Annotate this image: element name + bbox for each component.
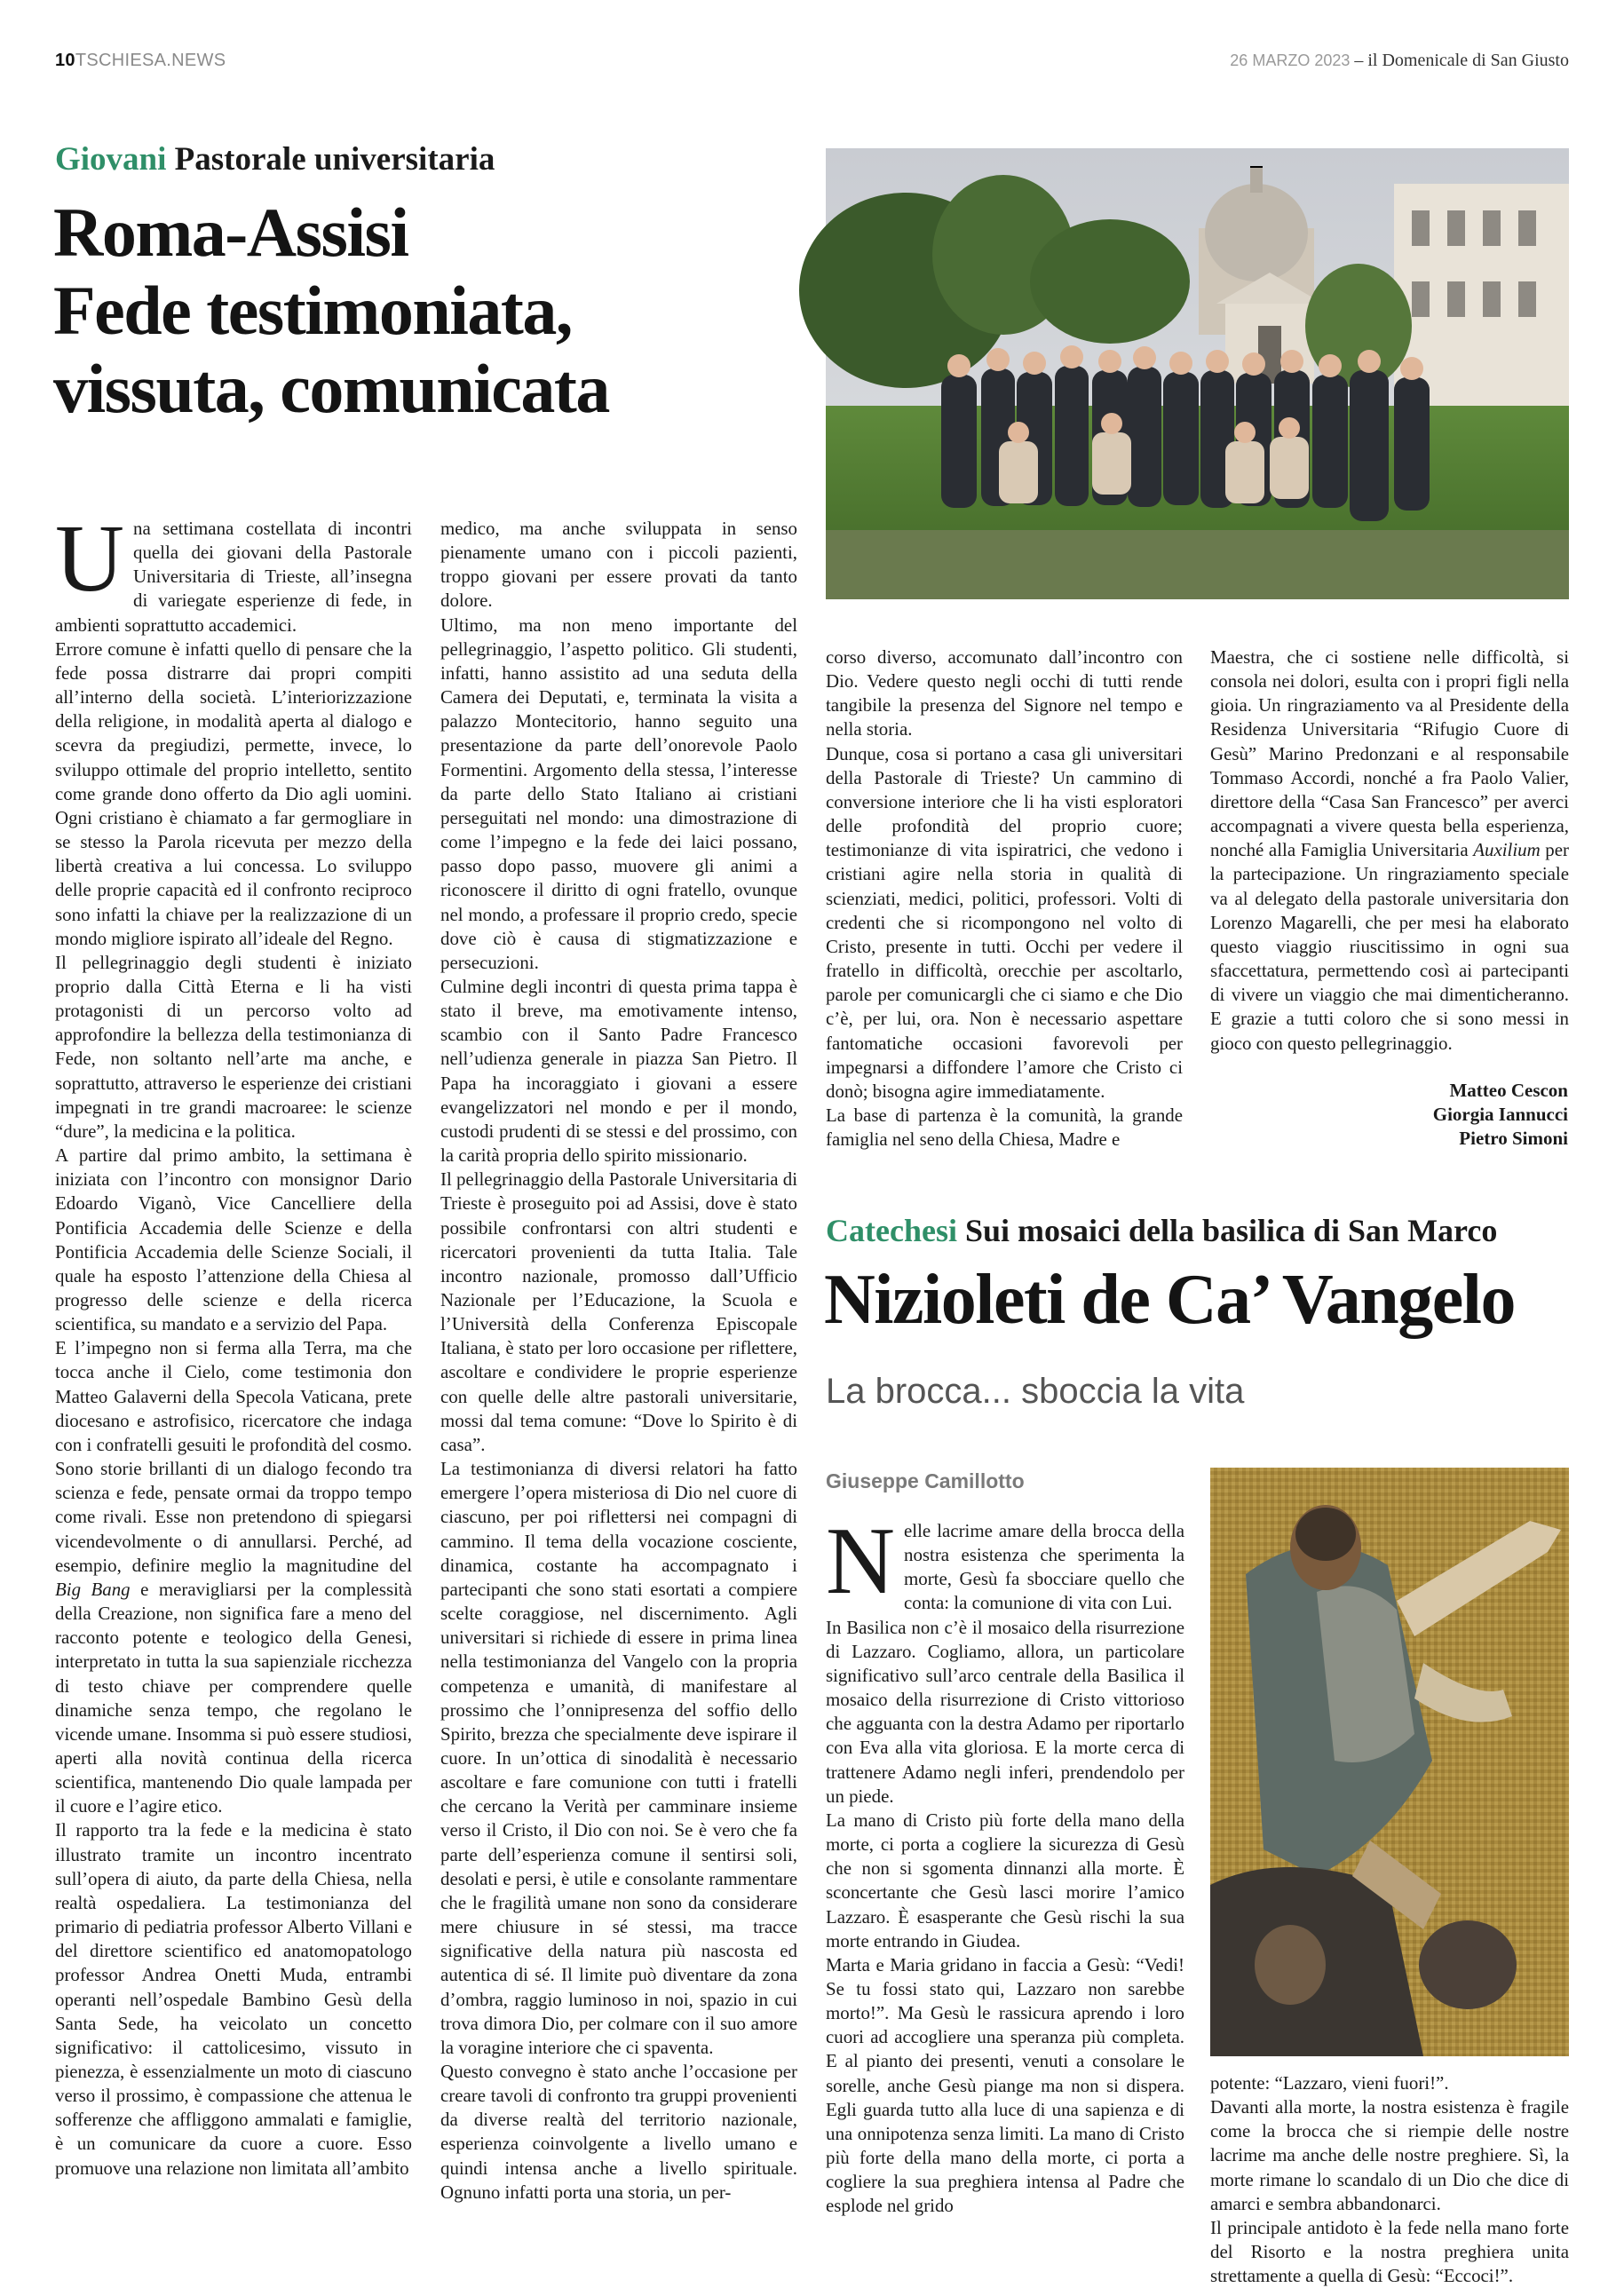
- mosaic-resurrection-of-lazarus: [1210, 1468, 1569, 2056]
- drop-cap: N: [826, 1508, 895, 1614]
- headline-line: Roma-Assisi: [53, 194, 408, 271]
- header-separator: –: [1354, 51, 1364, 70]
- paragraph: In Basilica non c’è il mosaico della risurrezione di Lazzaro. Cogliamo, allora, un particolare significativo sull’arco centrale della Basilica il mosaico della risurrezione di Cristo vittorioso che agguanta con la destra Adamo per riportarlo con Eva alla vita gloriosa. E la morte cerca di trattenere Adamo negli inferi, prendendolo per un piede.: [826, 1616, 1184, 1807]
- paragraph: Errore comune è infatti quello di pensare che la fede possa distrarre dai propri compiti all’interno della società. L’interiorizzazione della religione, in modalità aperta al dialogo e scevra da pregiudizi, permette, invece, lo sviluppo ottimale del proprio intelletto, sentito come grande dono offerto da Dio agli uomini. Ogni cristiano è chiamato a far germogliare in se stesso la Parola ricevuta per mezzo della libertà creativa a lui concessa. Lo sviluppo delle proprie capacità ed il confronto reciproco sono infatti la chiave per la realizzazione di un mondo migliore ispirato all’ideale del Regno.: [55, 637, 412, 949]
- group-photo-vatican: [826, 148, 1569, 599]
- article1-headline: [53, 194, 609, 428]
- article1-column-2: [440, 517, 797, 2205]
- paragraph: Il principale antidoto è la fede nella mano forte del Risorto e la nostra preghiera unita strettamente a quella di Gesù: “Eccoci!”.: [1210, 2216, 1569, 2287]
- paragraph: corso diverso, accomunato dall’incontro con Dio. Vedere questo negli occhi di tutti rende tangibile la presenza del Signore nel tempo e nella storia.: [826, 646, 1183, 740]
- issue-date: 26 MARZO 2023: [1230, 51, 1351, 69]
- article1-signatures: [1433, 1079, 1568, 1151]
- header-issue: [1230, 51, 1569, 71]
- article2-byline: Giuseppe Camillotto: [826, 1469, 1025, 1492]
- article1-kicker: [55, 140, 495, 178]
- paragraph-text: per la partecipazione. Un ringraziamento speciale va al delegato della pastorale universitaria don Lorenzo Magarelli, che per mesi ha elaborato questo viaggio riuscitissimo in ogni sua sfaccettatura, permettendo così ai partecipanti di vivere un viaggio che mai dimenticheranno. E grazie a tutti coloro che si sono messi in gioco con questo pellegrinaggio.: [1210, 839, 1569, 1054]
- paragraph-text: E l’impegno non si ferma alla Terra, ma che tocca anche il Cielo, come testimonia don Matteo Galaverni della Specola Vaticana, prete diocesano e astrofisico, ricercatore che indaga con i confratelli gesuiti le profondità del cosmo. Sono storie brillanti di un dialogo fecondo tra scienza e fede, pensate ormai da troppo tempo come rivali. Esse non pretendono di spiegarsi vicendevolmente o di annullarsi. Perché, ad esempio, definire meglio la magnitudine del: [55, 1337, 412, 1576]
- paragraph-text: Maestra, che ci sostiene nelle difficoltà, si consola nei dolori, esulta con i propri figli nella gioia. Un ringraziamento va al Presidente della Residenza Universitaria “Rifugio Cuore di Gesù” Marino Predonzani e al responsabile Tommaso Accordi, nonché a fra Paolo Valier, direttore della “Casa San Francesco” per averci accompagnati a vivere questa bella esperienza, nonché alla Famiglia Universitaria: [1210, 646, 1569, 861]
- paragraph: Davanti alla morte, la nostra esistenza è fragile come la brocca che si riempie delle nostre lacrime ma anche delle nostre preghiere. Sì, la morte rimane lo scandalo di un Dio che dice di amarci e sembra abbandonarci.: [1210, 2096, 1569, 2214]
- paragraph: Culmine degli incontri di questa prima tappa è stato il breve, ma emotivamente intenso, scambio con il Santo Padre Francesco nell’udienza generale in piazza San Pietro. Il Papa ha incoraggiato i giovani a essere evangelizzatori nel mondo e per il mondo, custodi prudenti di se stessi e del prossimo, con la carità propria dello spirito missionario.: [440, 975, 797, 1167]
- page-header: [55, 51, 1569, 77]
- paragraph: medico, ma anche sviluppata in senso pienamente umano con i piccoli pazienti, troppo giovani per essere provati da tanto dolore.: [440, 518, 797, 612]
- paragraph: La mano di Cristo più forte della mano della morte, ci porta a cogliere la sicurezza di Gesù che non si sgomenta dinnanzi alla morte. È sconcertante che Gesù lasci morire l’amico Lazzaro. È esasperante che Gesù rischi la sua morte entrando in Giudea.: [826, 1809, 1184, 1952]
- paragraph: [55, 1336, 412, 1818]
- paragraph: Questo convegno è stato anche l’occasione per creare tavoli di confronto tra gruppi provenienti da diverse realtà del territorio nazionale, esperienza coinvolgente a livello umano e quindi intensa anche a livello spirituale. Ognuno infatti porta una storia, un per-: [440, 2061, 797, 2203]
- article2-headline: [824, 1259, 1515, 1341]
- paragraph: A partire dal primo ambito, la settimana è iniziata con l’incontro con monsignor Dario Edoardo Viganò, Vice Cancelliere della Pontificia Accademia delle Scienze e della Pontificia Accademia delle Scienze Sociali, il quale ha esposto l’attenzione della Chiesa al progresso delle scienze e della ricerca scientifica, su mandato e a servizio del Papa.: [55, 1144, 412, 1335]
- article2-column-2: [1210, 2071, 1569, 2288]
- paragraph-text: na settimana costellata di incontri quella dei giovani della Pastorale Universitaria di Trieste, all’insegna di variegate esperienze di fede, in ambienti soprattutto accademici.: [55, 518, 412, 636]
- article1-category: Giovani: [55, 141, 167, 178]
- article1-section: Pastorale universitaria: [174, 141, 495, 178]
- article1-column-4: [1210, 645, 1569, 1056]
- article2-category: Catechesi: [826, 1213, 957, 1248]
- author-name: Pietro Simoni: [1459, 1128, 1568, 1149]
- paragraph: Marta e Maria gridano in faccia a Gesù: “Vedi! Se tu fossi stato qui, Lazzaro non sarebbe morto!”. Ma Gesù le rassicura aprendo i loro cuori ad accogliere una speranza più completa. E al pianto dei presenti, venuti a consolare le sorelle, anche Gesù piange ma non si dispera. Egli guarda tutto alla luce di una sapienza e di una onnipotenza senza limiti. La mano di Cristo più forte della mano della morte, ci porta a cogliere la sua preghiera intensa al Padre che esplode nel grido: [826, 1953, 1184, 2217]
- paragraph: La base di partenza è la comunità, la grande famiglia nel seno della Chiesa, Madre e: [826, 1104, 1183, 1151]
- paragraph: potente: “Lazzaro, vieni fuori!”.: [1210, 2072, 1449, 2094]
- drop-cap: U: [55, 506, 124, 612]
- article2-section: Sui mosaici della basilica di San Marco: [964, 1213, 1498, 1248]
- article1-column-1: [55, 506, 412, 2181]
- article2-column-1: [826, 1508, 1184, 2219]
- emphasis: Big Bang: [55, 1578, 131, 1600]
- paragraph-text: e meravigliarsi per la complessità della Creazione, non significa fare a meno del racconto potente e teologico della Genesi, interpretato in tutta la sua sapienziale ricchezza di testo chiave per comprendere quelle dinamiche senza tempo, che regolano le vicende umane. Insomma si può essere studiosi, aperti alla novità continua della ricerca scientifica, mantenendo Dio quale lampada per il cuore e l’agire etico.: [55, 1578, 412, 1817]
- paragraph-text: elle lacrime amare della brocca della nostra esistenza che sperimenta la morte, Gesù fa sbocciare quello che conta: la comunione di vita con Lui.: [904, 1520, 1184, 1614]
- author-name: Giorgia Iannucci: [1432, 1104, 1568, 1125]
- article1-column-3: [826, 645, 1183, 1152]
- paragraph: La testimonianza di diversi relatori ha fatto emergere l’opera misteriosa di Dio nel cuore di ciascuno, per poi riflettersi nei compagni di cammino. Il tema della vocazione cosciente, dinamica, costante ha accompagnato i partecipanti che sono stati esortati a compiere scelte coraggiose, nel discernimento. Agli universitari si richiede di essere in prima linea nella testimonianza del Vangelo con la propria competenza e umanità, di manifestare al prossimo che l’onnipresenza del soffio dello Spirito, brezza che specialmente deve ispirare il cuore. In un’ottica di sinodalità è necessario ascoltare e fare comunione con tutti i fratelli che cercano la Verità per camminare insieme verso il Cristo, il Dio con noi. Se è vero che fa parte dell’esperienza comune il sentirsi soli, desolati e persi, è utile e consolante rammentare che le fragilità umane non sono da considerare mere chiusure in sé stessi, ma tracce significative della natura più nascosta ed autentica di sé. Il limite può diventare da zona d’ombra, raggio luminoso in noi, spazio in cui trova dimora Dio, per colmare con il suo amore la voragine interiore che ci spaventa.: [440, 1458, 797, 2058]
- paragraph: [1210, 645, 1569, 1056]
- article2-kicker: [826, 1212, 1497, 1249]
- paragraph: Dunque, cosa si portano a casa gli universitari della Pastorale di Trieste? Un cammino di conversione interiore che li ha visti esploratori delle profondità del proprio cuore; testimonianze di vita ispiratrici, che vedono i cristiani agire nella storia in qualità di scienziati, medici, politici, professori. Volti di credenti che si ricompongono nel volto di Cristo, presente in tutti. Occhi per vedere il fratello in difficoltà, orecchie per ascoltarlo, parole per comunicargli che ci siamo e che Dio c’è, per lui, ora. Non è necessario aspettare fantomatiche occasioni favorevoli per impegnarsi a diffondere l’amore che Cristo ci donò; bisogna agire immediatamente.: [826, 742, 1183, 1102]
- page-number: 10: [55, 51, 75, 70]
- site-name[interactable]: TSCHIESA.NEWS: [75, 51, 226, 70]
- article1-photo: [826, 148, 1569, 599]
- author-name: Matteo Cescon: [1449, 1080, 1568, 1101]
- emphasis: Auxilium: [1473, 839, 1541, 861]
- paragraph: Il rapporto tra la fede e la medicina è stato illustrato tramite un incontro incentrato sull’opera di aiuto, da parte della Chiesa, nella realtà ospedaliera. La testimonianza del primario di pediatria professor Alberto Villani e del direttore scientifico ed anatomopatologo professor Andrea Onetti Muda, entrambi operanti nell’ospedale Bambino Gesù della Santa Sede, ha veicolato un concetto significativo: il cattolicesimo, vissuto in pienezza, è essenzialmente un moto di ciascuno verso il prossimo, è compassione che attenua le sofferenze che affliggono ammalati e famiglie, è un comunicare da cuore a cuore. Esso promuove una relazione non limitata all’ambito: [55, 1819, 412, 2179]
- paragraph: Ultimo, ma non meno importante del pellegrinaggio, l’aspetto politico. Gli studenti, infatti, hanno assistito ad una seduta della Camera dei Deputati, e, terminata la visita a palazzo Montecitorio, hanno seguito una presentazione da parte dell’onorevole Paolo Formentini. Argomento della stessa, l’interesse da parte dello Stato Italiano ai cristiani perseguitati nel mondo: una dimostrazione di come l’impegno e la fede dei laici possano, passo dopo passo, muovere gli animi a riconoscere il diritto di ogni fratello, ovunque nel mondo, a professare il proprio credo, specie dove ciò è causa di stigmatizzazione e persecuzioni.: [440, 614, 797, 973]
- headline-line: vissuta, comunicata: [53, 350, 609, 427]
- article2-subtitle: La brocca... sboccia la vita: [826, 1372, 1245, 1411]
- paragraph: [826, 1508, 1184, 1616]
- headline-line: Fede testimoniata,: [53, 272, 572, 349]
- paragraph: Il pellegrinaggio degli studenti è iniziato proprio dalla Città Eterna e li ha visti protagonisti di un percorso volto ad approfondire la bellezza della testimonianza di Fede, non soltanto nell’arte ma anche, e soprattutto, attraverso le esperienze dei cristiani impegnati in tre grandi macroaree: le scienze “dure”, la medicina e la politica.: [55, 951, 412, 1142]
- paragraph: Il pellegrinaggio della Pastorale Universitaria di Trieste è proseguito poi ad Assisi, dove è stato possibile confrontarsi con altri studenti e ricercatori provenienti da tutta Italia. Tale incontro nazionale, promosso dall’Ufficio Nazionale per l’Educazione, la Scuola e l’Università della Conferenza Episcopale Italiana, è stato per loro occasione per riflettere, ascoltare e condividere le proprie esperienze con quelle delle altre pastorali universitarie, mossi dal tema comune: “Dove lo Spirito è di casa”.: [440, 1168, 798, 1455]
- paragraph: [55, 506, 412, 637]
- header-site: [55, 51, 226, 71]
- headline-text: Nizioleti de Ca’ Vangelo: [824, 1261, 1516, 1339]
- article2-image: [1210, 1468, 1569, 2056]
- publication-name: il Domenicale di San Giusto: [1367, 51, 1569, 70]
